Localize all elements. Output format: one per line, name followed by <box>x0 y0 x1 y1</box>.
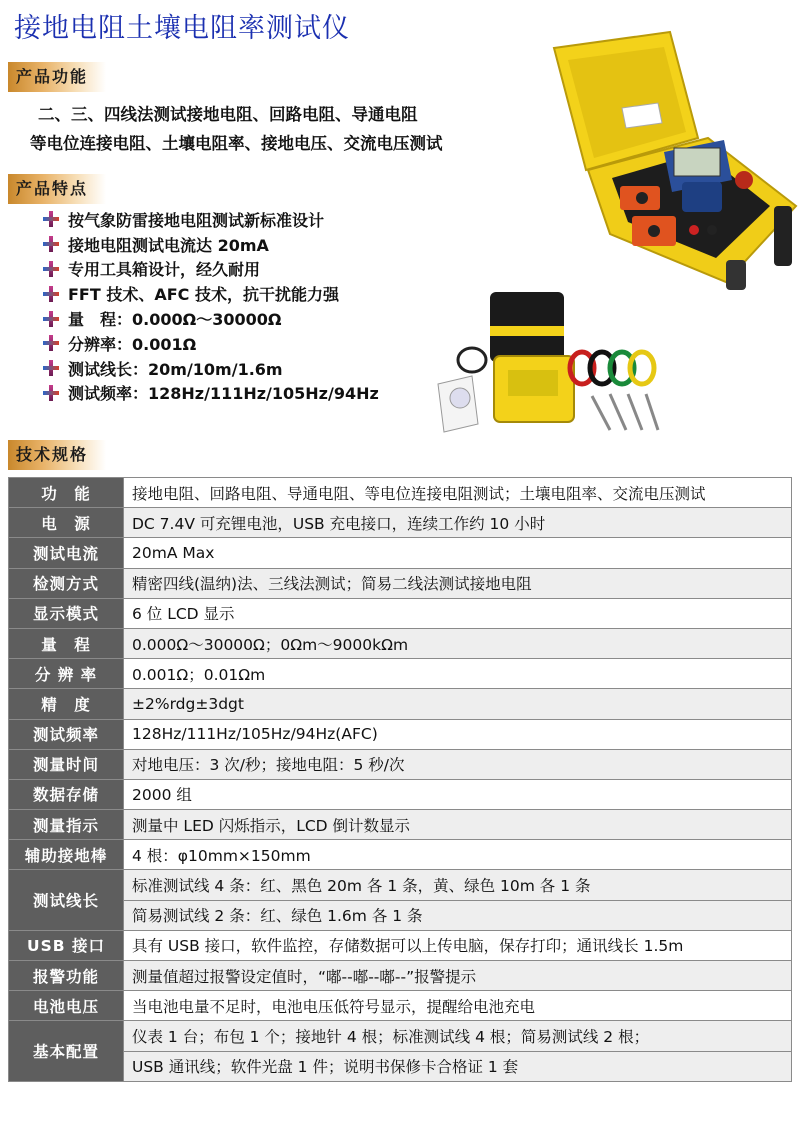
feature-item: 测试线长：20m/10m/1.6m <box>42 356 492 381</box>
bullet-marker-icon <box>42 235 68 253</box>
table-row: USB 通讯线；软件光盘 1 件；说明书保修卡合格证 1 套 <box>9 1051 792 1081</box>
bullet-marker-icon <box>42 334 68 352</box>
feature-item: 接地电阻测试电流达 20mA <box>42 232 492 257</box>
table-row: 电 源 DC 7.4V 可充锂电池，USB 充电接口，连续工作约 10 小时 <box>9 508 792 538</box>
bullet-marker-icon <box>42 359 68 377</box>
instrument-case-image <box>548 20 798 295</box>
table-row: 辅助接地棒 4 根：φ10mm×150mm <box>9 840 792 870</box>
table-row: 精 度 ±2%rdg±3dgt <box>9 689 792 719</box>
spec-table <box>8 477 792 1082</box>
feature-item: 测试频率：128Hz/111Hz/105Hz/94Hz <box>42 381 492 406</box>
table-row: 测试电流 20mA Max <box>9 538 792 568</box>
feature-item: FFT 技术、AFC 技术，抗干扰能力强 <box>42 281 492 306</box>
table-row: USB 接口 具有 USB 接口，软件监控，存储数据可以上传电脑，保存打印；通讯线长 1.5m <box>9 930 792 960</box>
feature-list <box>42 207 492 405</box>
table-row: 量 程 0.000Ω～30000Ω；0Ωm～9000kΩm <box>9 628 792 658</box>
table-row: 功 能 接地电阻、回路电阻、导通电阻、等电位连接电阻测试；土壤电阻率、交流电压测试 <box>9 478 792 508</box>
section-spec-label: 技术规格 <box>8 440 106 470</box>
table-row: 基本配置 仪表 1 台；布包 1 个；接地针 4 根；标准测试线 4 根；简易测试线 2 根； <box>9 1021 792 1051</box>
accessories-kit-image <box>432 286 682 436</box>
table-row: 测试频率 128Hz/111Hz/105Hz/94Hz(AFC) <box>9 719 792 749</box>
feature-item: 按气象防雷接地电阻测试新标准设计 <box>42 207 492 232</box>
intro-line-1: 二、三、四线法测试接地电阻、回路电阻、导通电阻 <box>38 105 418 124</box>
table-row: 显示模式 6 位 LCD 显示 <box>9 598 792 628</box>
bullet-marker-icon <box>42 285 68 303</box>
table-row: 数据存储 2000 组 <box>9 779 792 809</box>
section-function-label: 产品功能 <box>8 62 106 92</box>
page-title: 接地电阻土壤电阻率测试仪 <box>14 13 350 44</box>
bullet-marker-icon <box>42 260 68 278</box>
bullet-marker-icon <box>42 384 68 402</box>
table-row: 测量指示 测量中 LED 闪烁指示，LCD 倒计数显示 <box>9 810 792 840</box>
feature-item: 专用工具箱设计，经久耐用 <box>42 257 492 282</box>
table-row: 分 辨 率 0.001Ω；0.01Ωm <box>9 659 792 689</box>
table-row: 测试线长 标准测试线 4 条：红、黑色 20m 各 1 条，黄、绿色 10m 各 1 条 <box>9 870 792 900</box>
table-row: 报警功能 测量值超过报警设定值时，“嘟--嘟--嘟--”报警提示 <box>9 961 792 991</box>
feature-item: 分辨率：0.001Ω <box>42 331 492 356</box>
bullet-marker-icon <box>42 310 68 328</box>
table-row: 测量时间 对地电压：3 次/秒；接地电阻：5 秒/次 <box>9 749 792 779</box>
feature-item: 量 程：0.000Ω～30000Ω <box>42 306 492 331</box>
table-row: 检测方式 精密四线(温纳)法、三线法测试；简易二线法测试接地电阻 <box>9 568 792 598</box>
table-row: 简易测试线 2 条：红、绿色 1.6m 各 1 条 <box>9 900 792 930</box>
intro-line-2: 等电位连接电阻、土壤电阻率、接地电压、交流电压测试 <box>30 134 443 153</box>
table-row: 电池电压 当电池电量不足时，电池电压低符号显示，提醒给电池充电 <box>9 991 792 1021</box>
section-features-label: 产品特点 <box>8 174 106 204</box>
bullet-marker-icon <box>42 210 68 228</box>
